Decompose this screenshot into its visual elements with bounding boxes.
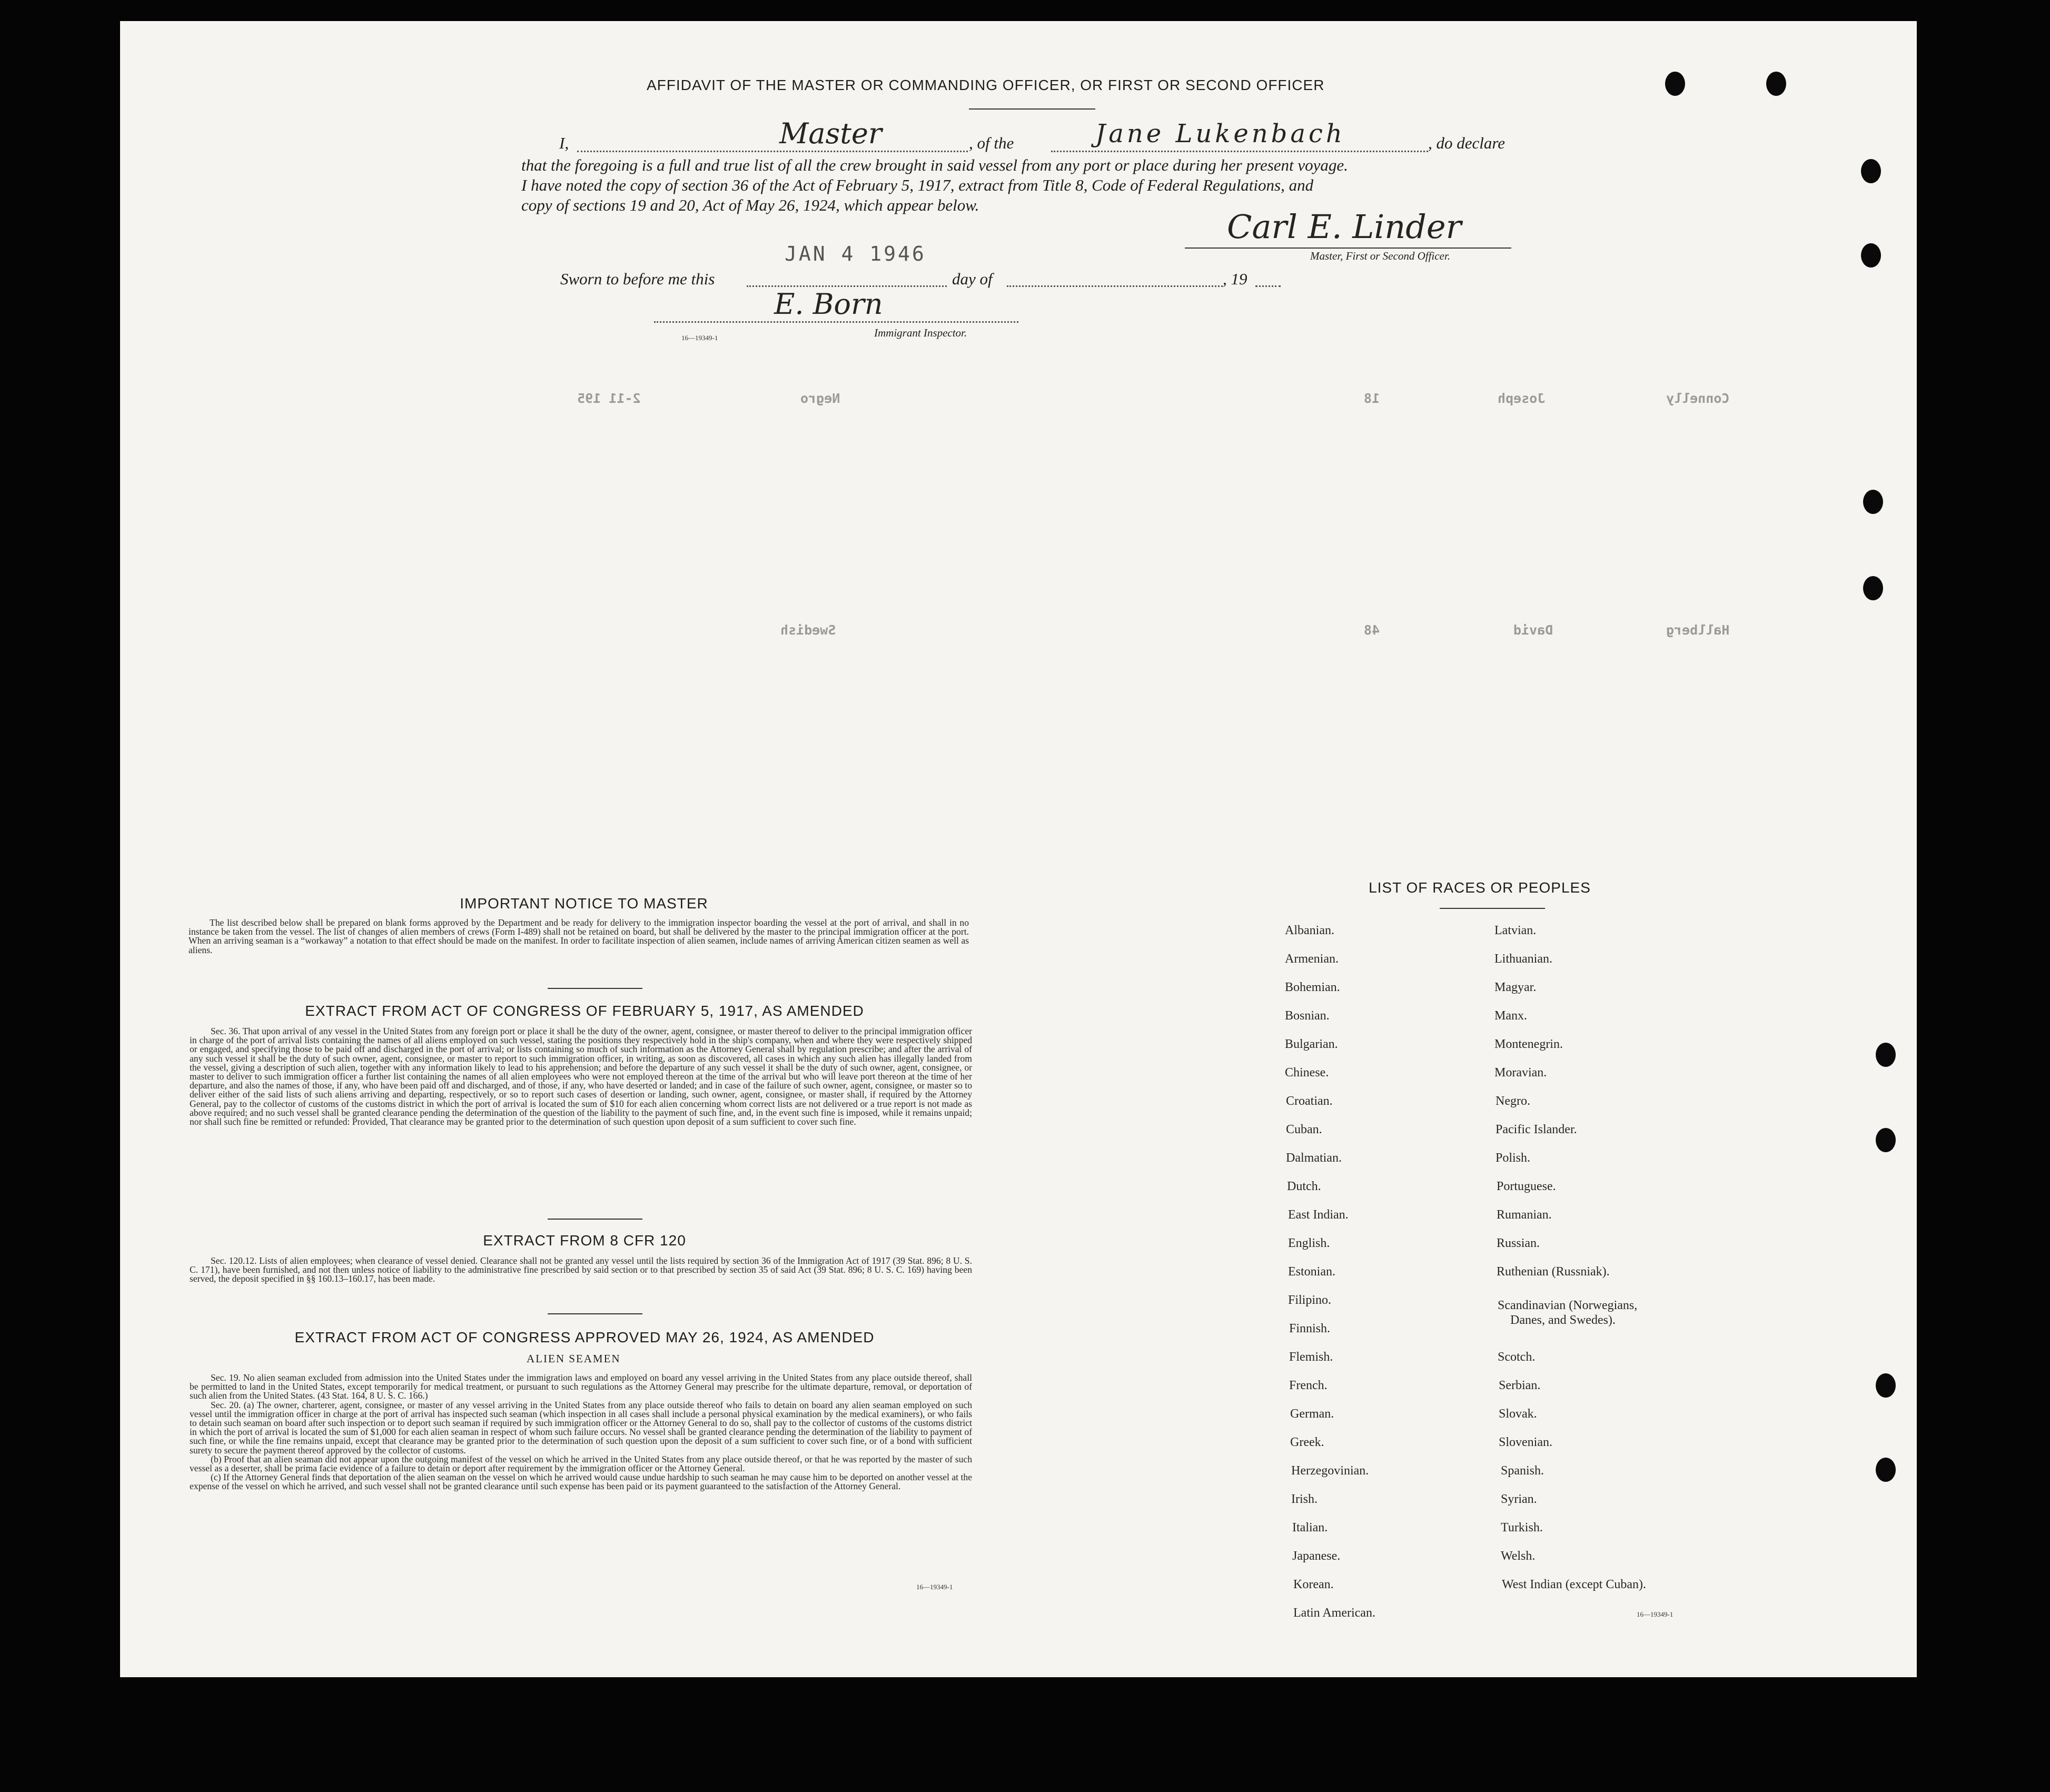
signature-line	[1185, 247, 1511, 249]
form-number: 16—19349-1	[916, 1583, 953, 1591]
race-item: English.	[1288, 1236, 1330, 1250]
race-item: Russian.	[1497, 1236, 1540, 1250]
notice-paragraph: The list described below shall be prepared on blank forms approved by the Department and be ready for delivery to the immigration inspector boarding the vessel at the port of arrival, and shall in no instance be taken from the vessel. The list of changes of alien members of crews (Form I-489) shall not be retained on board, but shall be delivered by the master to the principal immigration officer at the port. When an arriving seaman is a “workaway” a notation to that effect should be made on the manifest. In order to facilitate inspection of alien seamen, include names of arriving American citizen seamen as well as aliens.	[189, 917, 969, 955]
punch-hole	[1863, 576, 1883, 600]
punch-hole	[1876, 1373, 1896, 1398]
punch-hole	[1766, 72, 1786, 96]
race-item: Chinese.	[1285, 1066, 1329, 1080]
section-36-paragraph: Sec. 36. That upon arrival of any vessel in the United States from any foreign port or place it shall be the duty of the owner, agent, consignee, or master thereof to deliver to the principal immigration officer in charge of the port of arrival lists containing the names of all aliens employed on such vessel, stating the positions they respectively hold in the ship's company, when and where they were respectively shipped or engaged, and specifying those to be paid off and discharged in the port of arrival; or lists containing so much of such information as the Attorney General shall by regulation prescribe; and after the arrival of any such vessel it shall be the duty of such owner, agent, consignee, or master to report to such immigration officer, in writing, as soon as discovered, all cases in which any such alien has illegally landed from the vessel, giving a description of such alien, together with any information likely to lead to his apprehension; and before the departure of any such vessel it shall be the duty of such owner, agent, consignee, or master to deliver to such immigration officer a further list containing the names of all alien employees who were not employed thereon at the time of the arrival but who will leave port thereon at the time of her departure, and also the names of those, if any, who have been paid off and discharged, and of those, if any, who have deserted or landed; and in case of the failure of such owner, agent, consignee, or master so to deliver either of the said lists of such aliens arriving and departing, respectively, or so to report such cases of desertion or landing, such owner, agent, consignee, or master shall, if required by the Attorney General, pay to the collector of customs of the customs district in which the port of arrival is located the sum of $10 for each alien concerning whom correct lists are not delivered or a true report is not made as above required; and no such vessel shall be granted clearance pending the determination of the question of the liability to the payment of such fine, and, in the event such fine is imposed, while it remains unpaid; nor shall such fine be remitted or refunded: Provided, That clearance may be granted prior to the determination of such question upon deposit of a sum sufficient to cover such fine.	[190, 1026, 972, 1127]
inspector-caption: Immigrant Inspector.	[874, 326, 967, 339]
race-item: Slovenian.	[1499, 1435, 1552, 1449]
race-item: Estonian.	[1288, 1265, 1335, 1279]
race-item: French.	[1289, 1379, 1328, 1392]
race-item: German.	[1290, 1407, 1334, 1421]
vessel-blank	[1051, 151, 1428, 152]
handwritten-rank: Master	[779, 117, 882, 150]
bleed-through-text: Swedish	[780, 622, 836, 638]
affidavit-line3: I have noted the copy of section 36 of the Act of February 5, 1917, extract from Title 8, Code of Federal Regulations, and	[521, 176, 1314, 194]
section-rule	[548, 988, 642, 989]
sworn-day-of: day of	[952, 270, 993, 288]
race-item: Bosnian.	[1285, 1009, 1330, 1023]
bleed-through-text: 18	[1364, 391, 1380, 406]
affidavit-line2: that the foregoing is a full and true list of all the crew brought in said vessel from any port or place during her present voyage.	[521, 156, 1348, 174]
punch-hole	[1876, 1128, 1896, 1152]
extract-cfr-title: EXTRACT FROM 8 CFR 120	[483, 1232, 686, 1249]
race-item: Montenegrin.	[1494, 1037, 1563, 1051]
race-item: Dutch.	[1287, 1180, 1321, 1193]
race-item: Armenian.	[1285, 952, 1339, 966]
race-item: Scandinavian (Norwegians,	[1498, 1299, 1638, 1312]
race-item: Danes, and Swedes).	[1510, 1313, 1616, 1327]
races-title-rule	[1440, 908, 1545, 909]
form-number: 16—19349-1	[681, 334, 718, 342]
race-item: Dalmatian.	[1286, 1151, 1342, 1165]
signature-caption: Master, First or Second Officer.	[1310, 250, 1450, 262]
race-item: Flemish.	[1289, 1350, 1333, 1364]
sworn-month-blank	[1007, 285, 1223, 287]
punch-hole	[1876, 1043, 1896, 1067]
punch-hole	[1861, 243, 1881, 268]
extract-1917-text	[190, 1027, 972, 1126]
punch-hole	[1861, 159, 1881, 183]
race-item: Albanian.	[1285, 924, 1334, 937]
race-item: West Indian (except Cuban).	[1502, 1578, 1646, 1591]
sworn-day-blank	[747, 285, 947, 287]
bleed-through-text: Connelly	[1666, 391, 1730, 406]
section-rule	[548, 1219, 642, 1220]
title-rule	[969, 108, 1095, 110]
section-120-paragraph: Sec. 120.12. Lists of alien employees; when clearance of vessel denied. Clearance shall not be granted any vessel until the lists required by section 36 of the Immigration Act of 1917 (39 Stat. 896; 8 U. S. C. 171), have been furnished, and not then unless notice of liability to the administrative fine prescribed by said section or to that prescribed by section 35 of said Act (39 Stat. 896; 8 U. S. C. 169) having been served, the deposit specified in §§ 160.13–160.17, has been made.	[190, 1255, 972, 1284]
race-item: Polish.	[1496, 1151, 1531, 1165]
race-item: Finnish.	[1289, 1322, 1331, 1335]
race-item: Pacific Islander.	[1496, 1123, 1577, 1136]
bleed-through-text: Hallberg	[1666, 622, 1730, 638]
race-item: Cuban.	[1286, 1123, 1322, 1136]
race-item: Japanese.	[1292, 1549, 1341, 1563]
race-item: Scotch.	[1498, 1350, 1536, 1364]
section-rule	[548, 1313, 642, 1314]
affidavit-title: AFFIDAVIT OF THE MASTER OR COMMANDING OFFICER, OR FIRST OR SECOND OFFICER	[647, 77, 1325, 93]
section-20b-paragraph: (b) Proof that an alien seaman did not appear upon the outgoing manifest of the vessel on which he arrived in the United States from any place outside thereof, or that he was reported by the master of such vessel as a deserter, shall be prima facie evidence of a failure to detain or deport after requirement by the immigration officer or the Attorney General.	[190, 1453, 972, 1474]
section-20c-paragraph: (c) If the Attorney General finds that deportation of the alien seaman on the vessel on which he arrived would cause undue hardship to such seaman he may cause him to be deported on another vessel at the expense of the vessel on which he arrived, and such vessel shall not be granted clearance until such expense has been paid or its payment guaranteed to the satisfaction of the Attorney General.	[190, 1472, 972, 1492]
punch-hole	[1665, 72, 1685, 96]
race-item: Greek.	[1290, 1435, 1324, 1449]
rank-blank	[577, 151, 968, 152]
master-signature: Carl E. Linder	[1227, 207, 1462, 246]
race-item: Bohemian.	[1285, 981, 1340, 994]
race-item: Slovak.	[1499, 1407, 1537, 1421]
race-item: Manx.	[1494, 1009, 1527, 1023]
race-item: Croatian.	[1286, 1094, 1333, 1108]
punch-hole	[1863, 490, 1883, 514]
race-item: Italian.	[1292, 1521, 1328, 1534]
sworn-year-blank	[1255, 285, 1281, 287]
race-item: Moravian.	[1494, 1066, 1547, 1080]
extract-1917-title: EXTRACT FROM ACT OF CONGRESS OF FEBRUARY 5, 1917, AS AMENDED	[305, 1003, 864, 1019]
punch-hole	[1876, 1458, 1896, 1482]
sworn-prefix: Sworn to before me this	[560, 270, 715, 288]
bleed-through-text: Negro	[800, 391, 840, 406]
extract-1924-text	[190, 1373, 972, 1491]
form-number: 16—19349-1	[1637, 1610, 1673, 1618]
section-20a-paragraph: Sec. 20. (a) The owner, charterer, agent, consignee, or master of any vessel arriving in the United States from any place outside thereof who fails to detain on board any alien seaman employed on such vessel until the immigration officer in charge at the port of arrival has inspected such seaman (which inspection in all cases shall include a personal physical examination by the medical examiners), or who fails to detain such seaman on board after such inspection or to deport such seaman if required by such immigration officer or the Attorney General to do so, shall pay to the collector of customs of the customs district in which the port of arrival is located the sum of $1,000 for each alien seaman in respect of whom such failure occurs. No vessel shall be granted clearance pending the determination of the liability to payment of such fine, or while the fine remains unpaid, except that clearance may be granted prior to the determination of such question upon the deposit of a sum sufficient to cover such fine, or of a bond with sufficient surety to secure the payment thereof approved by the collector of customs.	[190, 1399, 972, 1456]
race-item: Latvian.	[1494, 924, 1537, 937]
handwritten-vessel: Jane Lukenbach	[1095, 119, 1345, 148]
race-item: Ruthenian (Russniak).	[1497, 1265, 1610, 1279]
sworn-year: , 19	[1223, 270, 1247, 288]
extract-cfr-text	[190, 1256, 972, 1284]
race-item: Lithuanian.	[1494, 952, 1552, 966]
affidavit-i: I,	[559, 134, 569, 152]
race-item: Negro.	[1496, 1094, 1530, 1108]
section-19-paragraph: Sec. 19. No alien seaman excluded from admission into the United States under the immigration laws and employed on board any vessel arriving in the United States from any place outside thereof, shall be permitted to land in the United States, except temporarily for medical treatment, or pursuant to such regulations as the Attorney General may prescribe for the ultimate departure, removal, or deportation of such alien from the United States. (43 Stat. 164, 8 U. S. C. 166.)	[190, 1372, 972, 1401]
bleed-through-text: Joseph	[1498, 391, 1546, 406]
inspector-signature: E. Born	[774, 288, 883, 321]
race-item: Bulgarian.	[1285, 1037, 1338, 1051]
race-item: Serbian.	[1499, 1379, 1541, 1392]
race-item: Rumanian.	[1497, 1208, 1552, 1222]
race-item: East Indian.	[1288, 1208, 1349, 1222]
race-item: Irish.	[1291, 1492, 1318, 1506]
bleed-through-text: 48	[1364, 622, 1380, 638]
race-item: Portuguese.	[1497, 1180, 1556, 1193]
races-title: LIST OF RACES OR PEOPLES	[1369, 879, 1591, 896]
alien-seamen-subtitle: ALIEN SEAMEN	[527, 1352, 621, 1365]
race-item: Latin American.	[1293, 1606, 1375, 1620]
affidavit-line4: copy of sections 19 and 20, Act of May 26, 1924, which appear below.	[521, 196, 979, 214]
race-item: Korean.	[1293, 1578, 1334, 1591]
affidavit-declare: , do declare	[1428, 134, 1506, 152]
race-item: Spanish.	[1501, 1464, 1544, 1478]
race-item: Welsh.	[1501, 1549, 1536, 1563]
date-stamp: JAN 4 1946	[785, 242, 926, 265]
inspector-line	[654, 321, 1018, 323]
bleed-through-text: David	[1513, 622, 1553, 638]
race-item: Filipino.	[1288, 1293, 1332, 1307]
race-item: Turkish.	[1501, 1521, 1543, 1534]
notice-text	[189, 918, 969, 955]
race-item: Herzegovinian.	[1291, 1464, 1369, 1478]
race-item: Syrian.	[1501, 1492, 1537, 1506]
extract-1924-title: EXTRACT FROM ACT OF CONGRESS APPROVED MAY 26, 1924, AS AMENDED	[294, 1329, 875, 1345]
affidavit-of-the: , of the	[969, 134, 1014, 152]
bleed-through-text: 2-11 195	[577, 391, 641, 406]
race-item: Magyar.	[1494, 981, 1537, 994]
notice-title: IMPORTANT NOTICE TO MASTER	[460, 895, 708, 912]
